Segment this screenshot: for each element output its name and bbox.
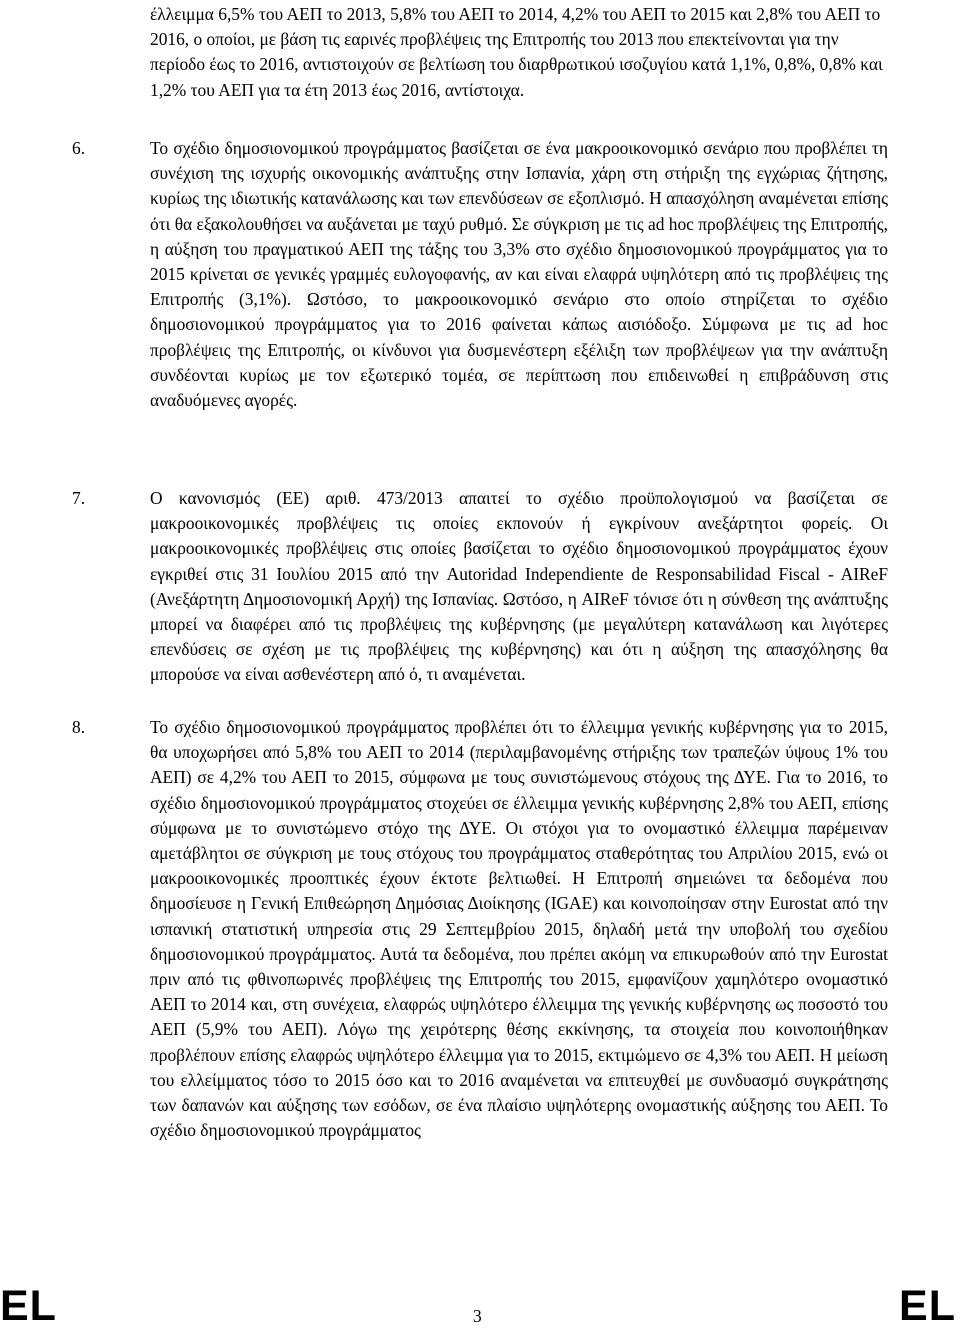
page-number: 3	[473, 1306, 482, 1326]
numbered-paragraph-8	[72, 715, 888, 1143]
paragraph-text: Το σχέδιο δημοσιονομικού προγράμματος προβλέπει ότι το έλλειμμα γενικής κυβέρνησης για το 2015, θα υποχωρήσει από 5,8% του ΑΕΠ το 2014 (περιλαμβανομένης στήριξης των τραπεζών ύψους 1% του ΑΕΠ) σε 4,2% του ΑΕΠ το 2015, σύμφωνα με τους συνιστώμενους στόχους της ΔΥΕ. Για το 2016, το σχέδιο δημοσιονομικού προγράμματος στοχεύει σε έλλειμμα γενικής κυβέρνησης 2,8% του ΑΕΠ, επίσης σύμφωνα με το συνιστώμενο στόχο της ΔΥΕ. Οι στόχοι για το ονομαστικό έλλειμμα παρέμειναν αμετάβλητοι σε σύγκριση με τους στόχους του προγράμματος σταθερότητας του Απριλίου 2015, ενώ οι μακροοικονομικές προοπτικές έχουν έκτοτε βελτιωθεί. Η Επιτροπή σημειώνει τα δεδομένα που δημοσίευσε η Γενική Επιθεώρηση Δημόσιας Διοίκησης (IGAE) και κοινοποίησαν στην Eurostat από την ισπανική στατιστική υπηρεσία στις 29 Σεπτεμβρίου 2015, δηλαδή μετά την υποβολή του σχεδίου δημοσιονομικού προγράμματος. Αυτά τα δεδομένα, που πρέπει ακόμη να επικυρωθούν από την Eurostat πριν από τις φθινοπωρινές προβλέψεις της Επιτροπής του 2015, εμφανίζουν χαμηλότερο ονομαστικό ΑΕΠ το 2014 και, στη συνέχεια, ελαφρώς υψηλότερο έλλειμμα της γενικής κυβέρνησης ως ποσοστό του ΑΕΠ (5,9% του ΑΕΠ). Λόγω της χειρότερης θέσης εκκίνησης, τα στοιχεία που κοινοποιήθηκαν προβλέπουν επίσης ελαφρώς υψηλότερο έλλειμμα για το 2015, εκτιμώμενο σε 4,3% του ΑΕΠ. Η μείωση του ελλείμματος τόσο το 2015 όσο και το 2016 αναμένεται να επιτευχθεί με συνδυασμό συγκράτησης των δαπανών και αύξησης των εσόδων, σε ένα πλαίσιο υψηλότερης ονομαστικής αύξησης του ΑΕΠ. Το σχέδιο δημοσιονομικού προγράμματος	[150, 717, 888, 1141]
intro-paragraph: έλλειμμα 6,5% του ΑΕΠ το 2013, 5,8% του ΑΕΠ το 2014, 4,2% του ΑΕΠ το 2015 και 2,8% του ΑΕΠ το 2016, ο οποίοι, με βάση τις εαρινές προβλέψεις της Επιτροπής του 2013 που επεκτείνονται για την περίοδο έως το 2016, αντιστοιχούν σε βελτίωση του διαρθρωτικού ισοζυγίου κατά 1,1%, 0,8%, 0,8% και 1,2% του ΑΕΠ για τα έτη 2013 έως 2016, αντίστοιχα.	[150, 4, 883, 100]
paragraph-text: Το σχέδιο δημοσιονομικού προγράμματος βασίζεται σε ένα μακροοικονομικό σενάριο που προβλέπει τη συνέχιση της ισχυρής οικονομικής ανάπτυξης στην Ισπανία, χάρη στη στήριξη της εγχώριας ζήτησης, κυρίως της ιδιωτικής κατανάλωσης και των επενδύσεων σε εξοπλισμό. Η απασχόληση αναμένεται επίσης ότι θα εξακολουθήσει να αυξάνεται με ταχύ ρυθμό. Σε σύγκριση με τις ad hoc προβλέψεις της Επιτροπής, η αύξηση του πραγματικού ΑΕΠ της τάξης του 3,3% στο σχέδιο δημοσιονομικού προγράμματος για το 2015 κρίνεται σε γενικές γραμμές ευλογοφανής, αν και είναι ελαφρά υψηλότερη από τις προβλέψεις της Επιτροπής (3,1%). Ωστόσο, το μακροοικονομικό σενάριο στο οποίο στηρίζεται το σχέδιο δημοσιονομικού προγράμματος για το 2016 φαίνεται κάπως αισιόδοξο. Σύμφωνα με τις ad hoc προβλέψεις της Επιτροπής, οι κίνδυνοι για δυσμενέστερη εξέλιξη των προβλέψεων για την ανάπτυξη συνδέονται κυρίως με τον εξωτερικό τομέα, σε περίπτωση που επιδεινωθεί η επιβράδυνση στις αναδυόμενες αγορές.	[150, 138, 888, 411]
language-code-right: EL	[899, 1282, 956, 1330]
paragraph-text: Ο κανονισμός (ΕΕ) αριθ. 473/2013 απαιτεί το σχέδιο προϋπολογισμού να βασίζεται σε μακροοικονομικές προβλέψεις τις οποίες εκπονούν ή εγκρίνουν ανεξάρτητοι φορείς. Οι μακροοικονομικές προβλέψεις στις οποίες βασίζεται το σχέδιο δημοσιονομικού προγράμματος έχουν εγκριθεί στις 31 Ιουλίου 2015 από την Autoridad Independiente de Responsabilidad Fiscal - AIReF (Ανεξάρτητη Δημοσιονομική Αρχή) της Ισπανίας. Ωστόσο, η AIReF τόνισε ότι η σύνθεση της ανάπτυξης μπορεί να διαφέρει από τις προβλέψεις της κυβέρνησης (με μεγαλύτερη κατανάλωση και λιγότερες επενδύσεις σε σχέση με τις προβλέψεις της κυβέρνησης) και ότι η αύξηση της απασχόλησης θα μπορούσε να είναι ασθενέστερη από ό, τι αναμένεται.	[150, 488, 888, 685]
paragraph-number: 7.	[72, 488, 86, 508]
language-code-left: EL	[0, 1282, 57, 1330]
paragraph-number: 8.	[72, 717, 86, 737]
paragraph-number: 6.	[72, 138, 86, 158]
numbered-paragraph-6	[72, 136, 888, 413]
numbered-paragraph-7	[72, 486, 888, 688]
